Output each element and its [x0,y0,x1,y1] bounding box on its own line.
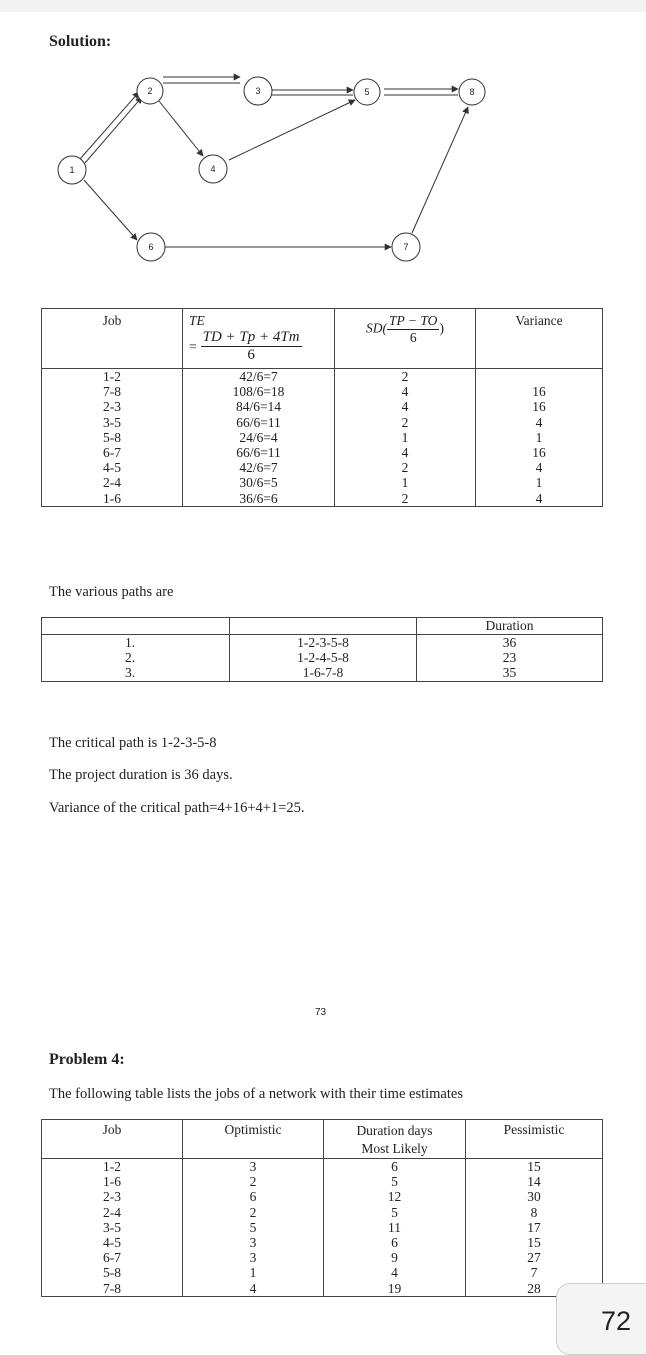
path-col: 1-2-3-5-8 1-2-4-5-8 1-6-7-8 [230,635,417,682]
duration-col: 36 23 35 [417,635,603,682]
node-8 [459,79,485,105]
problem-title: Problem 4: [49,1051,125,1068]
header-job: Job [42,309,183,369]
duration-text: The project duration is 36 days. [49,767,233,783]
node-1 [58,156,86,184]
node-4 [199,155,227,183]
estimates-table [41,308,603,507]
svg-text:6: 6 [148,242,154,252]
node-3 [244,77,272,105]
te-col: 42/6=7 108/6=18 84/6=14 66/6=11 24/6=4 66/6=11 42/6=7 30/6=5 36/6=6 [183,369,335,507]
variance-col: 16 16 4 1 16 4 1 4 [476,369,603,507]
variance-text: Variance of the critical path=4+16+4+1=25. [49,800,305,816]
svg-text:5: 5 [364,87,370,97]
job-col-2: 1-2 1-6 2-3 2-4 3-5 4-5 6-7 5-8 7-8 [42,1159,183,1297]
header-sd: SD( $\frac{TP - TO}{6}$ ) [335,309,476,369]
critical-path-text: The critical path is 1-2-3-5-8 [49,735,217,751]
optimistic-col: 3 2 6 2 5 3 3 1 4 [183,1159,324,1297]
header-variance: Variance [476,309,603,369]
node-6 [137,233,165,261]
header-te: TE = $\frac{TD + Tp + 4Tm}{6}$ [183,309,335,369]
edge-1-2 [80,92,139,159]
node-5 [354,79,380,105]
svg-text:3: 3 [255,86,261,96]
paths-table [41,617,603,682]
node-2 [137,78,163,104]
paths-intro: The various paths are [49,584,174,600]
header-optimistic: Optimistic [183,1120,324,1159]
edge-1-2-dup [85,97,142,163]
edge-2-4 [159,101,203,156]
solution-title: Solution: [49,33,112,50]
sd-col: 2 4 4 2 1 4 2 1 2 [335,369,476,507]
edge-4-5 [229,100,355,160]
edge-7-8 [412,107,468,233]
network-diagram [0,0,646,300]
problem-text: The following table lists the jobs of a network with their time estimates [49,1086,463,1102]
node-7 [392,233,420,261]
viewer-page-number: 72 [601,1306,632,1336]
header-duration: Duration [417,618,603,635]
header-job-2: Job [42,1120,183,1159]
svg-text:8: 8 [469,87,475,97]
header-pessimistic: Pessimistic [466,1120,603,1159]
viewer-page-badge[interactable] [556,1283,646,1355]
pessimistic-col: 15 14 30 8 17 15 27 7 28 [466,1159,603,1297]
svg-text:4: 4 [210,164,216,174]
svg-text:2: 2 [147,86,153,96]
svg-text:7: 7 [403,242,409,252]
svg-text:1: 1 [69,165,75,175]
header-most-likely: Duration days Most Likely [324,1120,466,1159]
most-likely-col: 6 5 12 5 11 6 9 4 19 [324,1159,466,1297]
edge-1-6 [84,180,137,240]
path-num-col: 1. 2. 3. [42,635,230,682]
page-footer-number: 73 [315,1007,327,1018]
time-estimates-table [41,1119,603,1297]
job-col: 1-2 7-8 2-3 3-5 5-8 6-7 4-5 2-4 1-6 [42,369,183,507]
